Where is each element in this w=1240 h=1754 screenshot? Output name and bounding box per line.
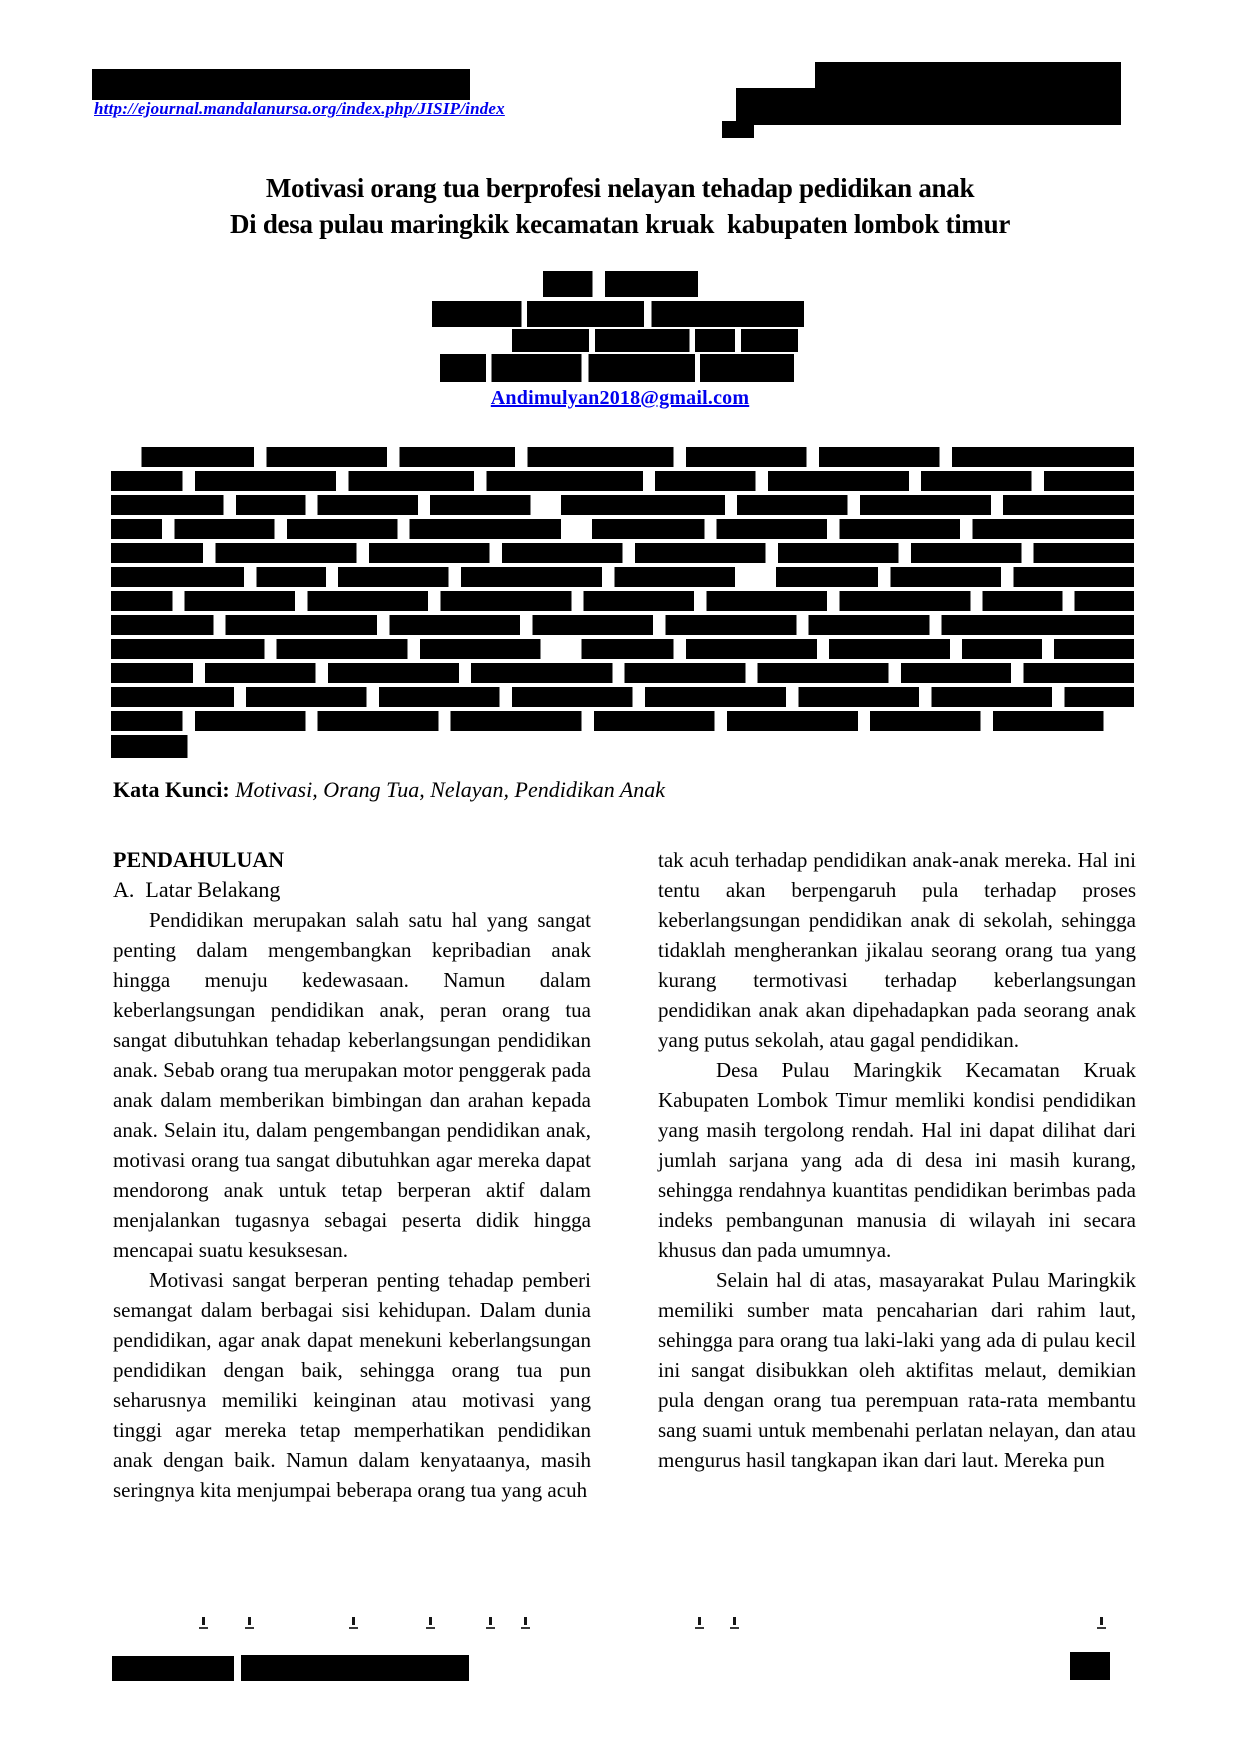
footnote-mark	[202, 1617, 205, 1625]
footnote-mark	[698, 1617, 701, 1625]
body-paragraph: Pendidikan merupakan salah satu hal yang sangat penting dalam mengembangkan kepribadian anak hingga menuju kedewasaan. Namun dalam keberlangsungan pendidikan anak, peran orang tua sangat dibutuhkan tehadap keberlangsungan pendidikan anak. Sebab orang tua merupakan motor penggerak pada anak dalam memberikan bimbingan dan arahan kepada anak. Selain itu, dalam pengembangan pendidikan anak, motivasi orang tua sangat dibutuhkan agar mereka dapat mendorong anak untuk tetap berperan aktif dalam menjalankan tugasnya sebagai peserta didik hingga mencapai suatu kesuksesan.	[113, 908, 591, 1262]
redacted-abstract-line	[111, 519, 1134, 539]
footnote-mark	[1100, 1617, 1103, 1625]
body-paragraph: Desa Pulau Maringkik Kecamatan Kruak Kabupaten Lombok Timur memliki kondisi pendidikan yang masih tergolong rendah. Hal ini dapat dilihat dari jumlah sarjana yang ada di desa ini masih kurang, sehingga rendahnya kuantitas pendidikan berimbas pada indeks pembangunan manusia di wilayah ini secara khusus dan pada umumnya.	[658, 1058, 1136, 1262]
redacted-abstract-line	[111, 639, 1134, 659]
redacted-footer-volume	[112, 1656, 234, 1681]
redacted-issue-info	[736, 88, 1121, 125]
section-heading: PENDAHULUAN	[113, 847, 285, 872]
keywords-value: Motivasi, Orang Tua, Nelayan, Pendidikan Anak	[235, 777, 666, 802]
footnote-mark	[733, 1617, 736, 1625]
redacted-footer-journal-name	[241, 1655, 469, 1681]
footnote-mark	[248, 1617, 251, 1625]
footnote-mark	[524, 1617, 527, 1625]
paper-title-line2: Di desa pulau maringkik kecamatan kruak kabupaten lombok timur	[229, 209, 1010, 239]
redacted-abstract-line	[111, 447, 1134, 467]
redacted-issue-info	[722, 121, 754, 138]
author-email-line	[0, 387, 1240, 410]
footnote-mark	[489, 1617, 492, 1625]
body-paragraph: tak acuh terhadap pendidikan anak-anak mereka. Hal ini tentu akan berpengaruh pula terhadap proses keberlangsungan pendidikan anak di sekolah, sehingga tidaklah mengherankan jikalau seorang orang tua yang kurang termotivasi terhadap keberlangsungan pendidikan anak akan dipehadapkan pada seorang anak yang putus sekolah, atau gagal pendidikan.	[658, 848, 1136, 1052]
author-email-link[interactable]: Andimulyan2018@gmail.com	[490, 387, 750, 409]
redacted-abstract-line	[111, 735, 1134, 758]
redacted-affiliation-line	[440, 354, 794, 382]
footnote-mark	[352, 1617, 355, 1625]
body-columns	[113, 845, 1136, 1505]
body-paragraph: Selain hal di atas, masayarakat Pulau Maringkik memiliki sumber mata pencaharian dari rahim laut, sehingga para orang tua laki-laki yang ada di pulau kecil ini sangat disibukkan oleh aktifitas melaut, demikian pula dengan orang tua perempuan rata-rata membantu sang suami untuk membenahi perlatan nelayan, dan atau mengurus hasil tangkapan ikan dari laut. Mereka pun	[658, 1268, 1136, 1472]
redacted-abstract-line	[111, 471, 1134, 491]
footnote-mark	[429, 1617, 432, 1625]
redacted-journal-banner	[92, 69, 470, 100]
redacted-affiliation-line	[512, 329, 798, 352]
redacted-page-number	[1070, 1652, 1110, 1680]
body-paragraph: Motivasi sangat berperan penting tehadap pemberi semangat dalam berbagai sisi kehidupan. Dalam dunia pendidikan, agar anak dapat menekuni keberlangsungan pendidikan dengan baik, sehingga orang tua pun seharusnya memiliki keinginan atau motivasi yang tinggi agar mereka tetap memperhatikan pendidikan anak dengan baik. Namun dalam kenyataanya, masih seringnya kita menjumpai beberapa orang tua yang acuh	[113, 1268, 591, 1502]
redacted-abstract-line	[111, 687, 1134, 707]
paper-title	[0, 170, 1240, 242]
right-column	[658, 845, 1136, 1505]
redacted-abstract-line	[111, 615, 1134, 635]
subsection-heading: A. Latar Belakang	[113, 877, 281, 902]
redacted-abstract-line	[111, 495, 1134, 515]
redacted-author-name	[543, 271, 698, 297]
left-column	[113, 845, 591, 1505]
journal-url-link[interactable]: http://ejournal.mandalanursa.org/index.php/JISIP/index	[94, 99, 505, 118]
redacted-abstract-line	[111, 591, 1134, 611]
redacted-abstract-line	[111, 663, 1134, 683]
keywords-label: Kata Kunci:	[113, 777, 230, 802]
redacted-affiliation-line	[432, 301, 804, 327]
redacted-abstract-line	[111, 711, 1134, 731]
paper-title-line1: Motivasi orang tua berprofesi nelayan tehadap pedidikan anak	[265, 173, 975, 203]
keywords-line	[113, 776, 665, 804]
redacted-abstract-line	[111, 567, 1134, 587]
redacted-abstract-line	[111, 543, 1134, 563]
